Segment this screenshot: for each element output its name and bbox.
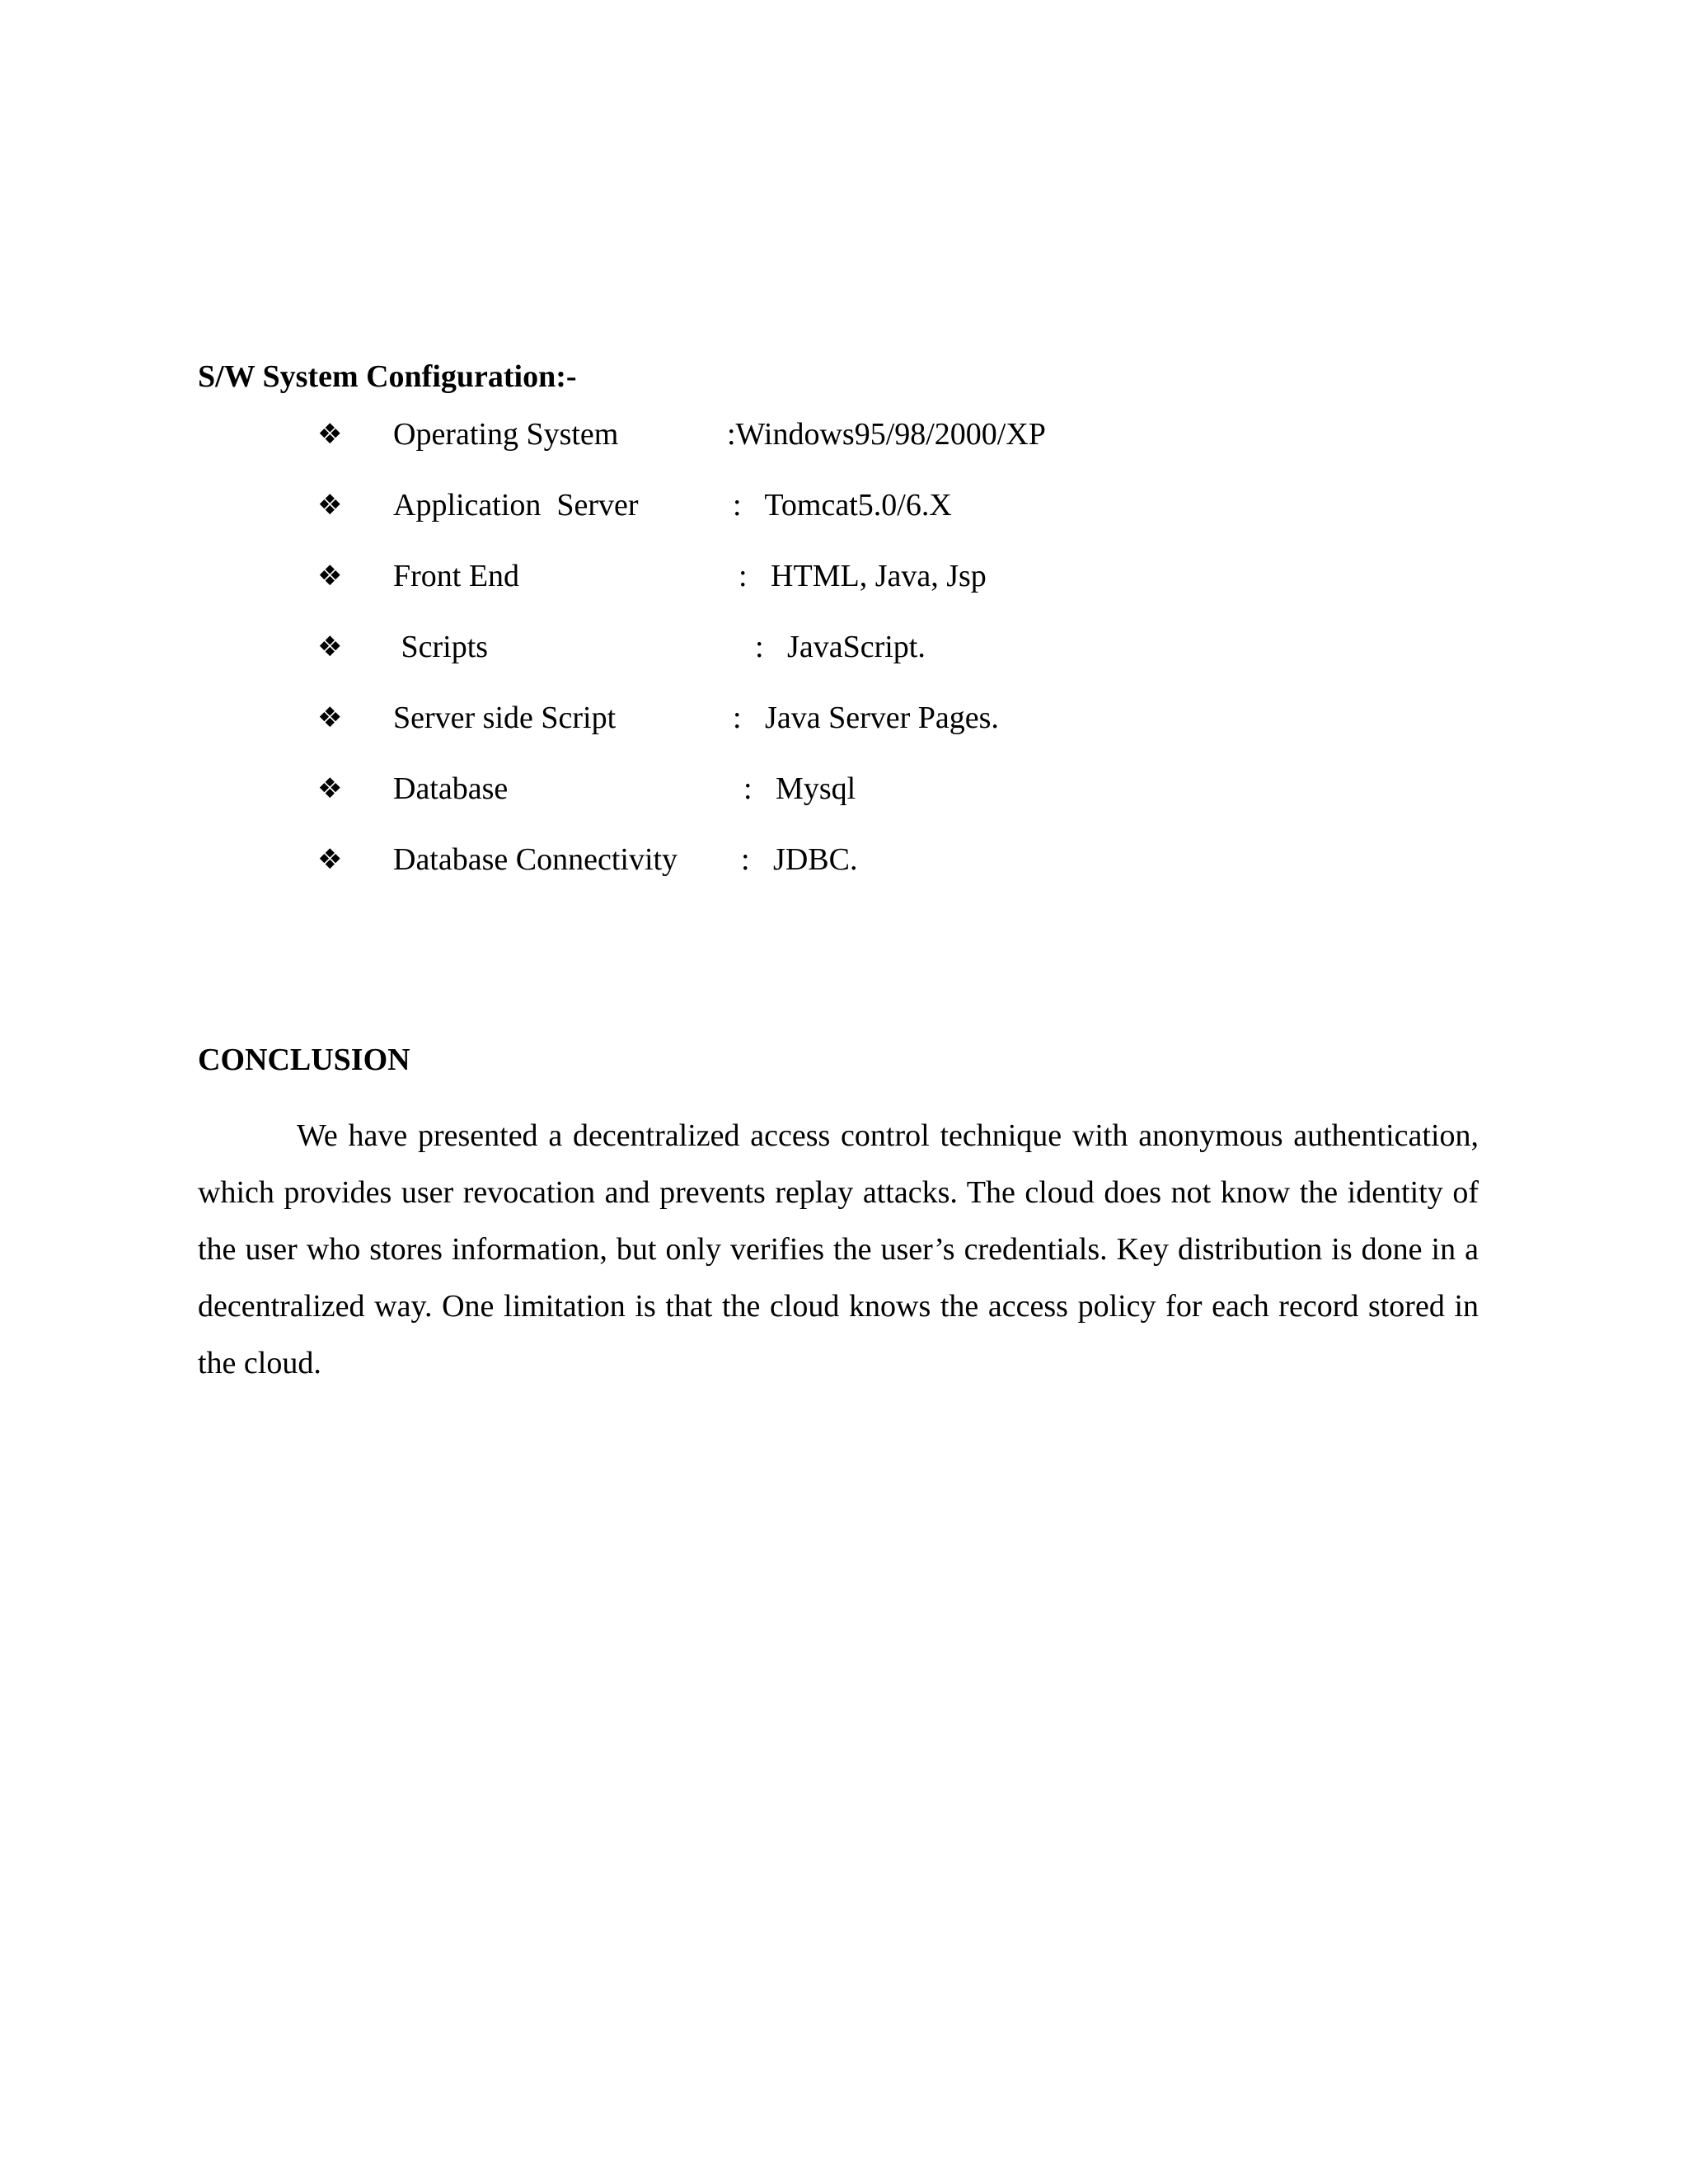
config-item-label: Database Connectivity <box>393 842 678 877</box>
config-item-label: Front End <box>393 559 520 593</box>
config-item-server-side-script <box>0 693 1688 743</box>
config-item-value: : JDBC. <box>741 842 858 877</box>
config-item-operating-system <box>0 410 1688 459</box>
config-item-application-server <box>0 480 1688 530</box>
conclusion-heading: CONCLUSION <box>198 1043 410 1077</box>
config-item-database-connectivity <box>0 835 1688 884</box>
four-diamond-bullet-icon: ❖ <box>317 630 343 663</box>
config-item-front-end <box>0 551 1688 601</box>
config-item-database <box>0 764 1688 813</box>
four-diamond-bullet-icon: ❖ <box>317 418 343 451</box>
four-diamond-bullet-icon: ❖ <box>317 489 343 522</box>
config-item-value: :Windows95/98/2000/XP <box>727 417 1046 452</box>
config-item-value: : Java Server Pages. <box>733 701 999 735</box>
config-item-label: Database <box>393 771 509 806</box>
config-item-label: Operating System <box>393 417 619 452</box>
config-item-value: : JavaScript. <box>755 630 926 664</box>
config-item-value: : HTML, Java, Jsp <box>738 559 987 593</box>
config-item-scripts <box>0 622 1688 672</box>
config-item-label: Scripts <box>393 630 489 664</box>
four-diamond-bullet-icon: ❖ <box>317 843 343 876</box>
conclusion-paragraph: We have presented a decentralized access control technique with anonymous authentication, which provides user revocation and prevents replay attacks. The cloud does not know the identity of the user who stores information, but only verifies the user’s credentials. Key distribution is done in a decentralized way. One limitation is that the cloud knows the access policy for each record stored in the cloud. <box>198 1118 1479 1380</box>
sw-config-heading: S/W System Configuration:- <box>198 359 577 394</box>
config-item-label: Server side Script <box>393 701 617 735</box>
config-item-value: : Mysql <box>743 771 856 806</box>
four-diamond-bullet-icon: ❖ <box>317 701 343 734</box>
config-item-value: : Tomcat5.0/6.X <box>733 488 952 523</box>
four-diamond-bullet-icon: ❖ <box>317 772 343 805</box>
config-item-label: Application Server <box>393 488 639 523</box>
four-diamond-bullet-icon: ❖ <box>317 560 343 593</box>
sw-config-list <box>0 0 1688 907</box>
